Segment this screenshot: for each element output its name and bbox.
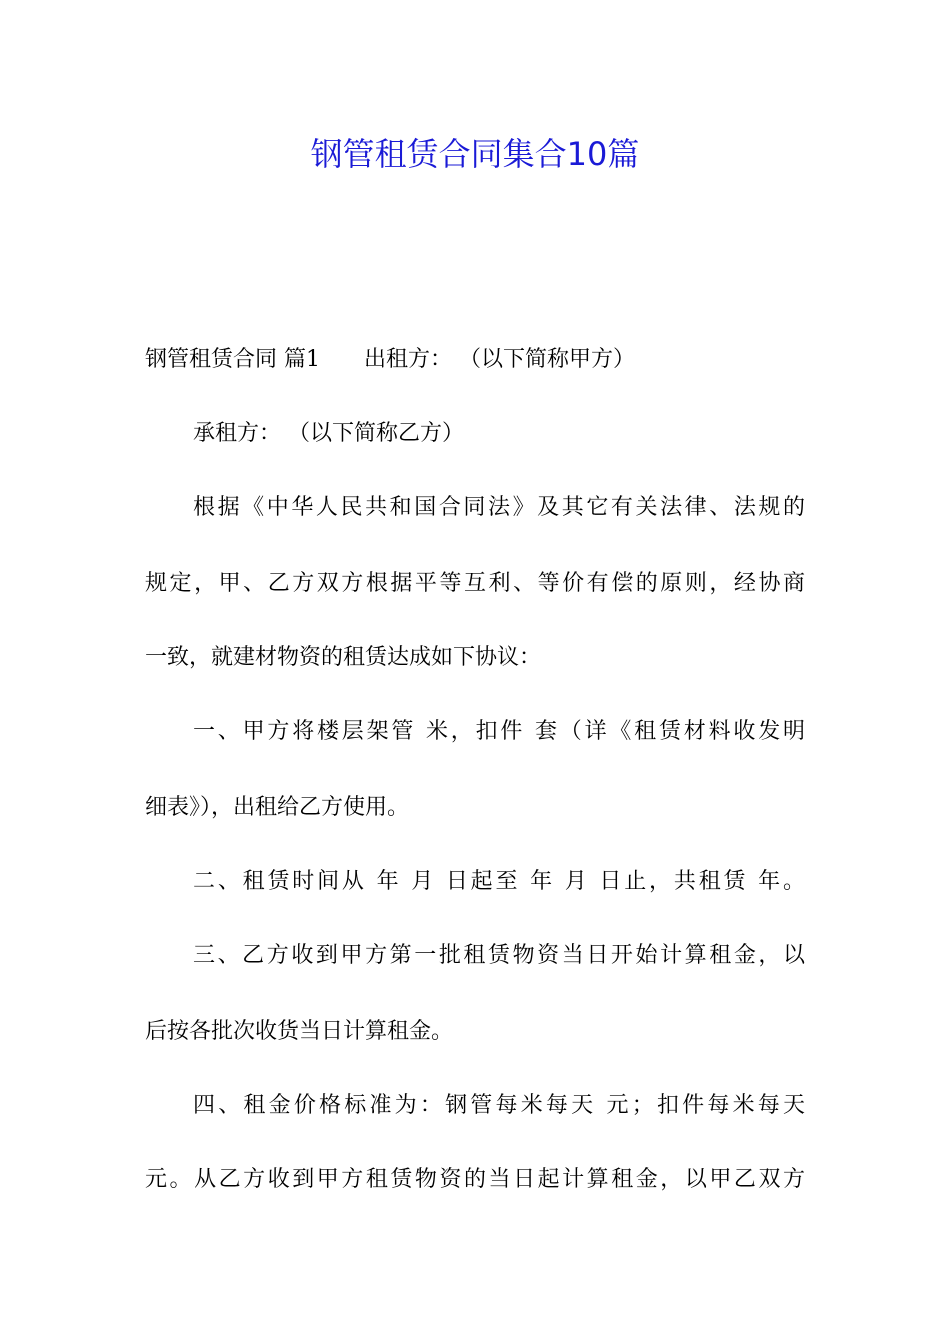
paragraph-line: 根据《中华人民共和国合同法》及其它有关法律、法规的 <box>193 495 805 520</box>
paragraph-line: 细表》），出租给乙方使用。 <box>145 795 410 820</box>
contract-section-label: 钢管租赁合同 篇1 <box>145 347 320 372</box>
paragraph-line: 二、租赁时间从 年 月 日起至 年 月 日止，共租赁 年。 <box>193 869 805 894</box>
paragraph-line: 四、租金价格标准为：钢管每米每天 元；扣件每米每天 <box>193 1093 805 1118</box>
paragraph-line: 规定，甲、乙方双方根据平等互利、等价有偿的原则，经协商 <box>145 571 805 596</box>
party-line-lessee: 承租方： （以下简称乙方） <box>193 421 464 446</box>
document-title: 钢管租赁合同集合10篇 <box>310 135 640 173</box>
paragraph-line: 后按各批次收货当日计算租金。 <box>145 1019 454 1044</box>
paragraph-line: 三、乙方收到甲方第一批租赁物资当日开始计算租金，以 <box>193 943 805 968</box>
paragraph-line: 一致，就建材物资的租赁达成如下协议： <box>145 645 542 670</box>
party-line-lessor <box>145 340 805 380</box>
lessor-label: 出租方： （以下简称甲方） <box>364 347 635 372</box>
paragraph-line: 元。从乙方收到甲方租赁物资的当日起计算租金，以甲乙双方 <box>145 1167 805 1192</box>
paragraph-line: 一、甲方将楼层架管 米，扣件 套（详《租赁材料收发明 <box>193 719 805 744</box>
